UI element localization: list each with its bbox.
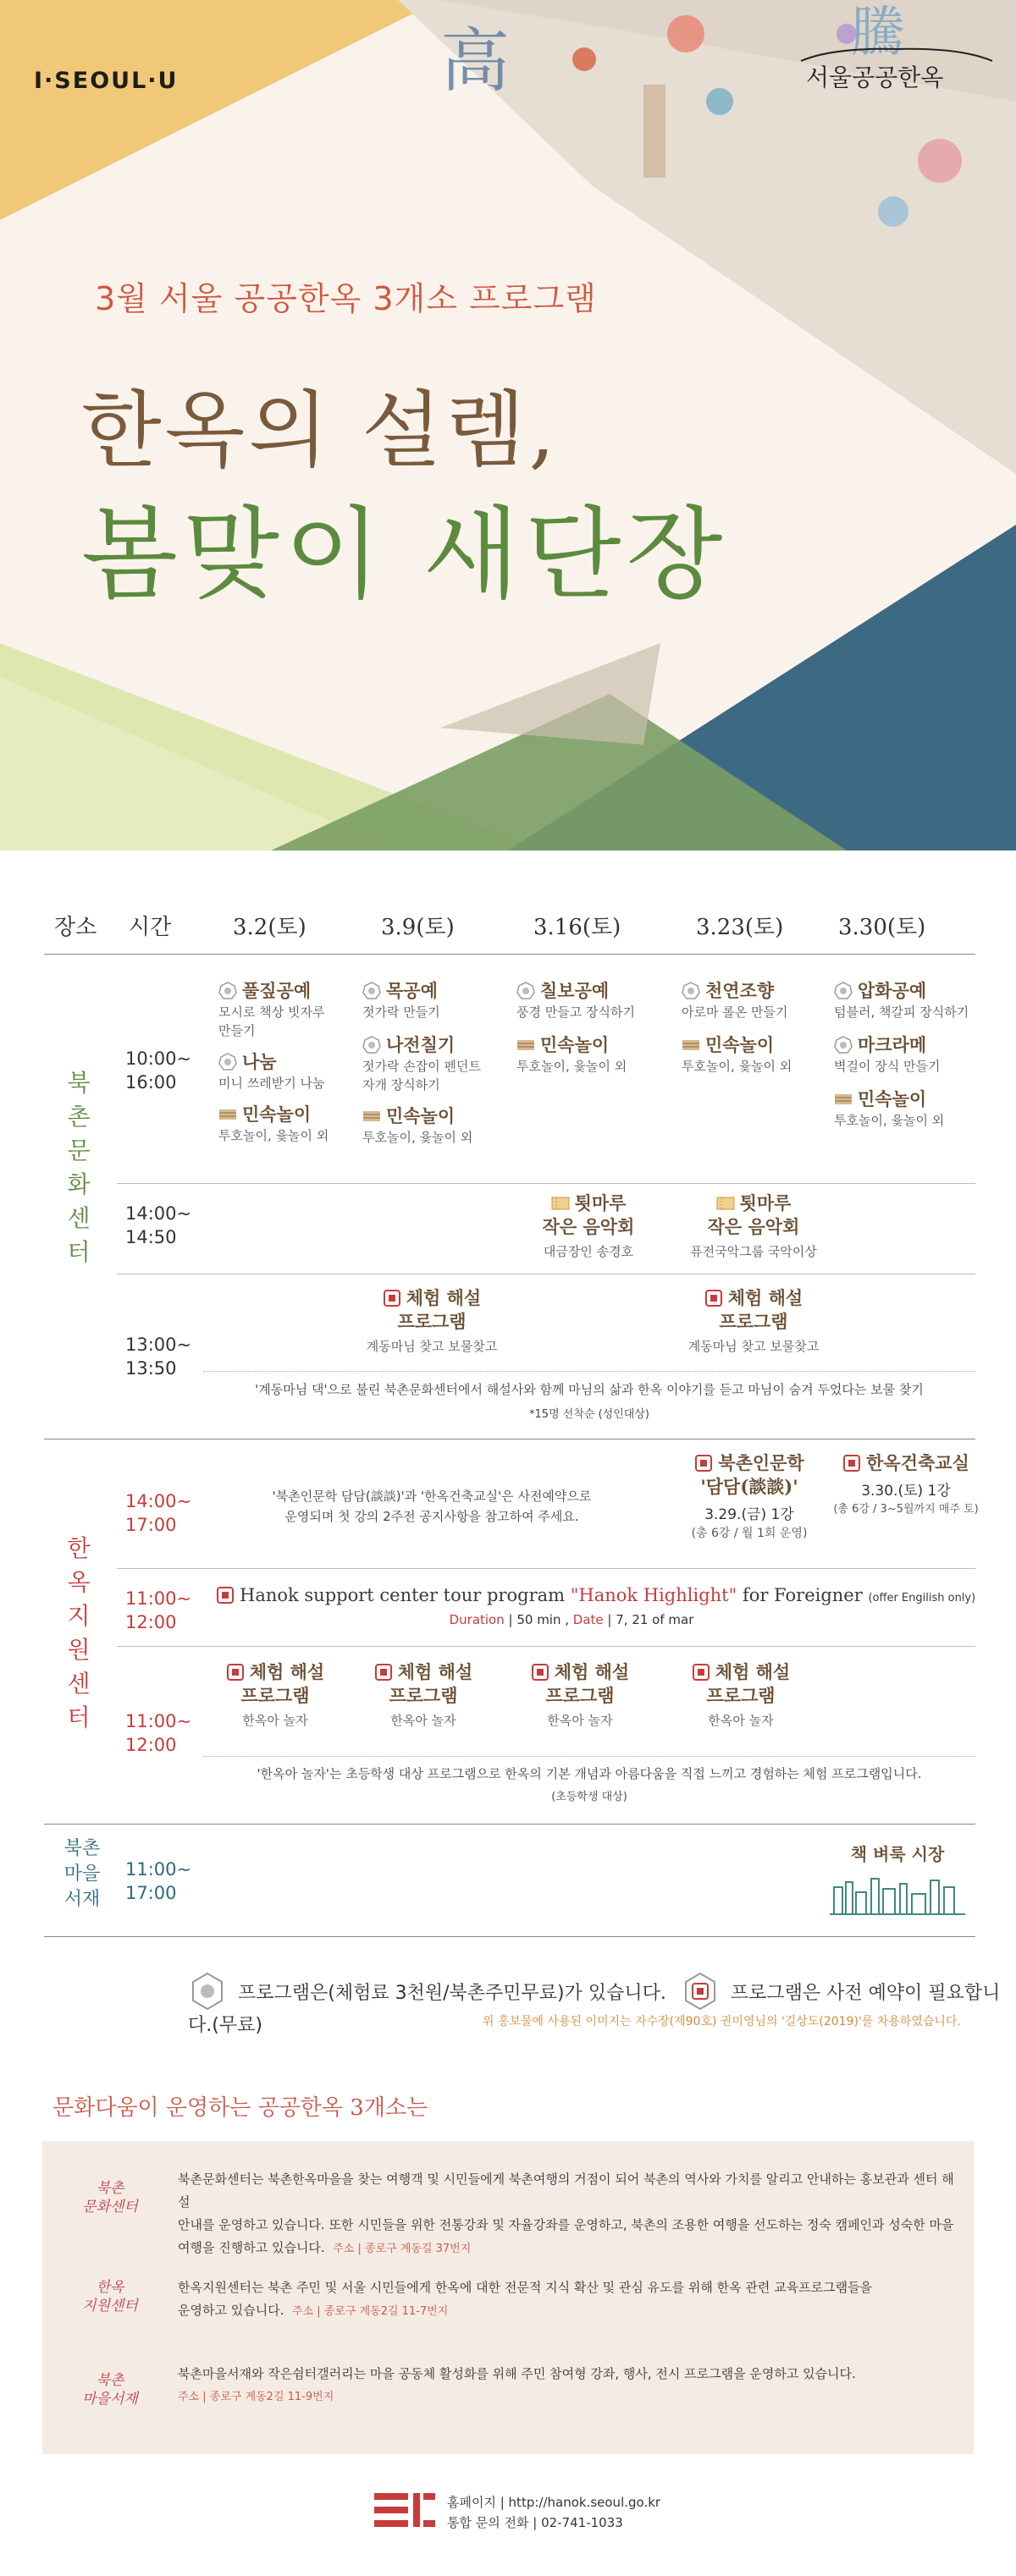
homepage-link[interactable]: 홈페이지 | http://hanok.seoul.go.kr [447,2495,661,2510]
header-divider [44,954,975,955]
time-slot: 13:00~ 13:50 [125,1335,192,1379]
time-slot: 14:00~ 14:50 [125,1203,192,1247]
reservation-icon [226,1663,245,1682]
header-place: 장소 [54,915,97,940]
time-slot: 11:00~ 17:00 [125,1859,192,1903]
program-desc: 퓨전국악그룹 국악이상 [690,1244,817,1259]
flower-badge-icon [362,982,381,1000]
program-name: 체험 해설 프로그램 [669,1660,813,1708]
program-desc: 미니 쓰레받기 나눔 [218,1076,325,1091]
program-name: 북촌인문학 '담담(談談)' [669,1451,830,1499]
tour-highlight: "Hanok Highlight" [570,1585,737,1605]
program-desc: (총 6강 / 월 1회 운영) [691,1527,808,1540]
cell-3-30-book-market [821,1841,974,1921]
flower-badge-icon [834,1036,853,1054]
header-date-3: 3.16(토) [533,915,621,940]
program-desc: 계동마님 찾고 보물찾고 [366,1339,498,1354]
cell-3-23-morning [682,977,830,1076]
header-date-5: 3.30(토) [838,915,926,940]
hero-title-line2: 봄맞이 새단장 [81,496,728,613]
bukchon-culture-signature: 북촌 문화센터 [82,2180,138,2215]
cell-3-23-tour [673,1286,834,1356]
info-address: 주소 | 종로구 계동길 37번지 [333,2243,472,2255]
place-label: 한옥지원센터 [67,1534,91,1731]
note-text: '북촌인문학 담담(談談)'과 '한옥건축교실'은 사전예약으로 운영되며 첫 강의 2주전 공지사항을 참고하여 주세요. [272,1489,592,1524]
program-desc: 한옥아 놀자 [708,1713,774,1728]
cell-3-23-concert [673,1192,834,1261]
svg-text:騰: 騰 [851,2,905,64]
note-text: '한옥아 놀자'는 초등학생 대상 프로그램으로 한옥의 기본 개념과 아름다움을 직접 느끼고 경험하는 체험 프로그램입니다. [257,1766,922,1781]
program-desc: 한옥아 놀자 [390,1713,456,1728]
program-desc: 투호놀이, 윷놀이 외 [218,1128,329,1143]
time-slot: 10:00~ 16:00 [125,1049,192,1093]
info-box [42,2141,974,2454]
program-name: 체험 해설 프로그램 [203,1660,347,1708]
program-name: 체험 해설 프로그램 [351,1660,495,1708]
ticket-icon [716,1194,735,1213]
program-name: 민속놀이 [682,1032,830,1057]
flower-badge-icon [682,982,700,1000]
culture-logo-icon [373,2490,437,2532]
cell-3-23-kids [669,1660,813,1730]
bukchon-library-signature: 북촌 마을서재 [82,2372,138,2408]
note-text: '계동마님 댁'으로 불린 북촌문화센터에서 해설사와 함께 마님의 삶과 한옥 이야기를 듣고 마님이 숨겨 두었다는 보물 찾기 [255,1382,924,1397]
info-address: 주소 | 종로구 계동2길 11-9번지 [178,2391,334,2403]
folk-game-icon [682,1036,700,1054]
cell-3-30-lecture [821,1451,991,1519]
note-text: *15명 선착순 (성인대상) [529,1408,649,1421]
reservation-icon [842,1454,861,1472]
row-divider [117,1568,975,1569]
program-name: 민속놀이 [516,1032,665,1057]
program-name: 나전칠기 [362,1032,506,1057]
header-time: 시간 [129,915,172,940]
time-slot: 11:00~ 12:00 [125,1588,192,1632]
program-name: 압화공예 [834,977,978,1003]
program-name: 천연조향 [682,977,830,1003]
info-hanok-support [178,2276,957,2323]
info-text: 북촌문화센터는 북촌한옥마을을 찾는 여행객 및 시민들에게 북촌여행의 거점이 되어 북촌의 역사와 가치를 알리고 안내하는 홍보관과 센터 해설 안내를 운영하고 있습니다. 또한 시민들을 위한 전통강좌 및 자율강좌를 운영하고, 북촌의 조용한 여행을 선도하는 정숙 캠페인과 성숙한 마을 여행을 진행하고 있습니다. [178,2171,954,2255]
tour-title: Hanok support center tour program "Hanok Highlight" for Foreigner (offer Engilish only) [216,1585,978,1605]
program-name: 칠보공예 [516,977,665,1003]
tour-schedule: Duration | 50 min , Date | 7, 21 of mar [449,1612,694,1627]
program-desc: 모시로 책상 빗자루 만들기 [218,1005,325,1038]
reservation-icon [531,1663,549,1682]
program-name: 목공예 [362,977,506,1003]
seoul-brand-logo: I·SEOUL·U [34,68,179,94]
reservation-program-icon [681,1972,720,2011]
cell-3-9-kids [351,1660,495,1730]
bookshelf-icon [826,1870,969,1918]
program-desc: 아로마 롤온 만들기 [682,1005,788,1020]
program-desc: 계동마님 찾고 보물찾고 [687,1339,820,1354]
cell-3-16-concert [508,1192,669,1261]
cell-3-23-lecture [669,1451,830,1543]
section-divider [44,1824,975,1825]
folk-game-icon [516,1036,535,1054]
program-desc: 투호놀이, 윷놀이 외 [682,1059,792,1074]
program-desc: 투호놀이, 윷놀이 외 [834,1113,945,1128]
header-date-2: 3.9(토) [381,915,455,940]
program-desc: 투호놀이, 윷놀이 외 [516,1059,627,1074]
place-label: 북촌문화센터 [67,1069,91,1266]
program-name: 체험 해설 프로그램 [508,1660,652,1708]
info-address: 주소 | 종로구 계동2길 11-7번지 [292,2305,449,2318]
program-desc: 텀블러, 책갈피 장식하기 [834,1005,969,1020]
program-desc: 젓가락 만들기 [362,1005,440,1020]
program-desc: 풍경 만들고 장식하기 [516,1005,635,1020]
flower-badge-icon [516,982,535,1000]
cell-3-9-morning [362,977,506,1147]
legend-reserve-text: 프로그램은 사전 예약이 필요합니다.(무료) [188,1983,1001,2036]
program-name: 나눔 [218,1049,345,1074]
program-desc: 젓가락 손잡이 펜던트 자개 장식하기 [362,1059,481,1093]
program-name: 체험 해설 프로그램 [351,1286,512,1334]
place-bukchon-village-library: 북촌 마을 서재 [64,1838,101,1910]
program-name: 한옥건축교실 [821,1451,991,1475]
time-slot: 11:00~ 12:00 [125,1711,192,1755]
tour-language-note: (offer Engilish only) [868,1592,976,1604]
info-bukchon-culture [178,2168,957,2260]
dotted-divider [203,1371,975,1372]
hero-subtitle: 3월 서울 공공한옥 3개소 프로그램 [95,280,597,317]
info-text: 한옥지원센터는 북촌 주민 및 서울 시민들에게 한옥에 대한 전문적 지식 확산 및 관심 유도를 위해 한옥 관련 교육프로그램들을 운영하고 있습니다. [178,2280,873,2318]
cell-3-2-kids [203,1660,347,1730]
folk-game-icon [362,1107,381,1126]
reservation-icon [704,1289,723,1307]
reservation-icon [383,1289,401,1307]
cell-3-16-morning [516,977,665,1076]
info-text: 북촌마을서재와 작은쉼터갤러리는 마을 공동체 활성화를 위해 주민 참여형 강좌, 행사, 전시 프로그램을 운영하고 있습니다. [178,2366,856,2381]
cell-3-9-tour [351,1286,512,1356]
program-name: 책 벼룩 시장 [850,1844,945,1864]
info-bukchon-library [178,2363,957,2408]
seoul-public-hanok-logo [806,59,943,93]
folk-game-icon [218,1105,237,1124]
row-divider [117,1183,975,1184]
time-slot: 14:00~ 17:00 [125,1491,192,1535]
program-name: 체험 해설 프로그램 [673,1286,834,1334]
program-desc: 한옥아 놀자 [547,1713,613,1728]
cell-3-2-morning [218,977,345,1145]
program-desc: 한옥아 놀자 [242,1713,308,1728]
hanok-roof-icon [799,46,994,63]
reservation-icon [694,1454,713,1472]
program-desc: 투호놀이, 윷놀이 외 [362,1130,473,1145]
flower-badge-icon [834,982,853,1000]
flower-badge-icon [218,982,237,1000]
fee-program-icon [188,1972,227,2011]
program-desc: 벽걸이 장식 만들기 [834,1059,941,1074]
folk-game-icon [834,1090,853,1109]
reservation-icon [216,1586,235,1604]
hero-banner [0,0,1016,850]
dotted-divider [203,1756,975,1757]
flower-badge-icon [362,1036,381,1054]
header-date-4: 3.23(토) [696,915,784,940]
flower-badge-icon [218,1053,237,1071]
program-desc: (총 6강 / 3~5월까지 매주 토) [833,1503,979,1516]
program-date: 3.30.(토) 1강 [861,1483,951,1500]
foreigner-tour-program [216,1585,978,1627]
header-date-1: 3.2(토) [233,915,306,940]
program-name: 마크라메 [834,1032,978,1057]
table-bottom-border [44,1936,975,1937]
program-date: 3.29.(금) 1강 [704,1506,794,1523]
program-name: 풀짚공예 [218,977,345,1003]
note-text: (초등학생 대상) [551,1791,627,1803]
place-hanok-support-center [64,1532,93,1735]
hanok-logo-text: 서울공공한옥 [806,63,944,91]
legend-fee-text: 프로그램은(체험료 3천원/북촌주민무료)가 있습니다. [238,1983,666,2004]
program-name: 툇마루 작은 음악회 [542,1192,635,1237]
program-name: 민속놀이 [362,1103,506,1128]
svg-text:高: 高 [440,21,511,102]
reservation-icon [692,1663,710,1682]
row-divider [117,1646,975,1647]
hanok-support-signature: 한옥 지원센터 [82,2279,138,2315]
ticket-icon [551,1194,570,1213]
phone-number: 통합 문의 전화 | 02-741-1033 [447,2515,623,2530]
image-credit: 위 홍보물에 사용된 이미지는 자수장(제90호) 권미영님의 '길상도(2019)'를 차용하였습니다. [483,2015,961,2028]
program-desc: 대금장인 송경호 [543,1244,634,1259]
reservation-icon [374,1663,393,1682]
cell-3-30-morning [834,977,978,1130]
info-section-title: 문화다움이 운영하는 공공한옥 3개소는 [52,2095,428,2121]
program-name: 민속놀이 [218,1101,345,1126]
program-name: 민속놀이 [834,1086,978,1111]
program-name: 툇마루 작은 음악회 [707,1192,800,1237]
hero-title-line1: 한옥의 설렘, [81,383,559,479]
footer-contact [447,2492,660,2533]
place-bukchon-culture-center [64,1066,93,1269]
cell-3-16-kids [508,1660,652,1730]
